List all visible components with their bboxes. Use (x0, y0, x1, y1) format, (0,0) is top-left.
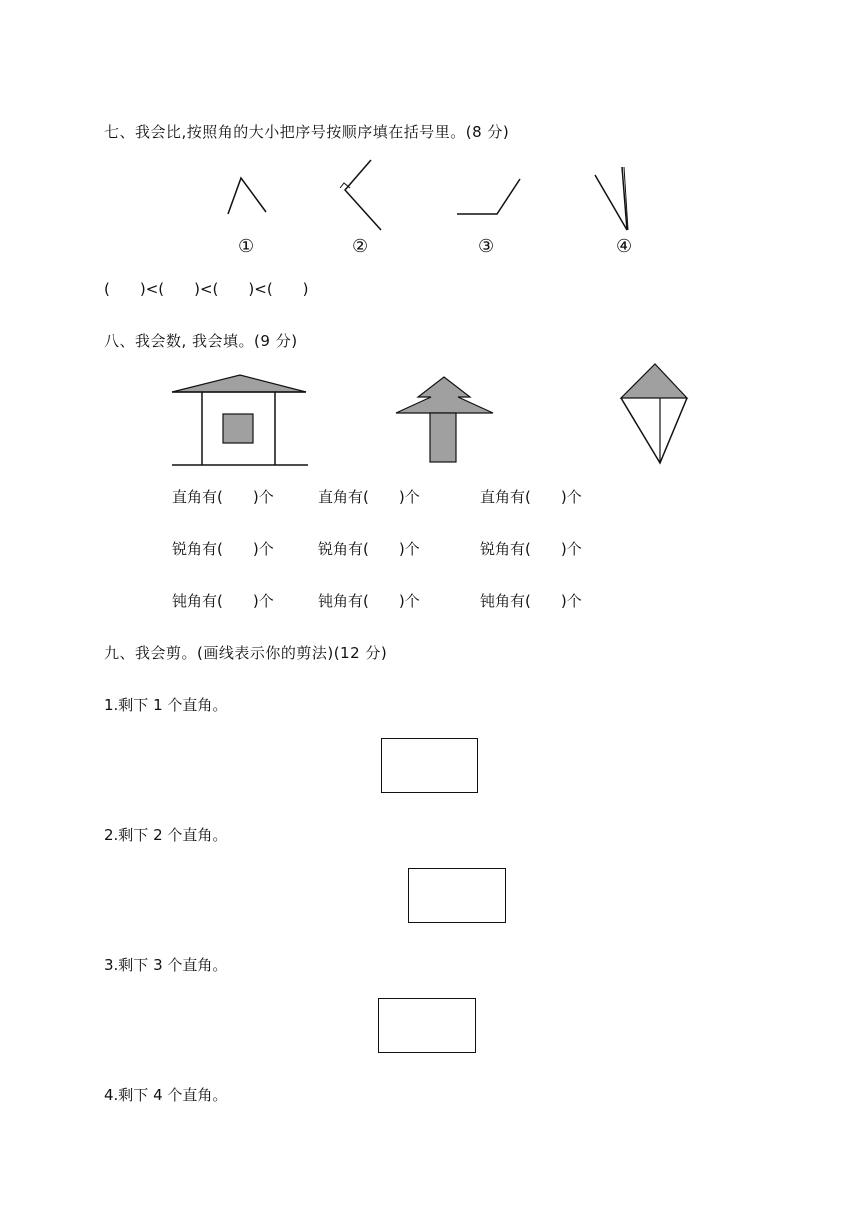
col2-right-angles[interactable]: 直角有( )个 (318, 488, 420, 506)
section8-heading: 八、我会数, 我会填。(9 分) (104, 332, 298, 350)
kite-figure (621, 364, 687, 463)
cut-item-4: 4.剩下 4 个直角。 (104, 1086, 228, 1104)
col1-acute-angles[interactable]: 锐角有( )个 (172, 540, 274, 558)
angle-label-1: ① (238, 236, 255, 257)
house-figure (172, 375, 308, 465)
section7-answer-line[interactable]: ( )<( )<( )<( ) (104, 280, 309, 298)
section9-heading: 九、我会剪。(画线表示你的剪法)(12 分) (104, 644, 388, 662)
col3-obtuse-angles[interactable]: 钝角有( )个 (480, 592, 582, 610)
tree-figure (396, 377, 493, 462)
cut-item-1: 1.剩下 1 个直角。 (104, 696, 228, 714)
cut-item-2: 2.剩下 2 个直角。 (104, 826, 228, 844)
count-figures (0, 0, 860, 480)
cut-rectangle-2[interactable] (408, 868, 506, 923)
angle-label-4: ④ (616, 236, 633, 257)
section7-heading: 七、我会比,按照角的大小把序号按顺序填在括号里。(8 分) (104, 123, 510, 141)
angle-label-2: ② (352, 236, 369, 257)
col3-right-angles[interactable]: 直角有( )个 (480, 488, 582, 506)
col1-obtuse-angles[interactable]: 钝角有( )个 (172, 592, 274, 610)
angle-label-3: ③ (478, 236, 495, 257)
cut-rectangle-1[interactable] (381, 738, 478, 793)
col1-right-angles[interactable]: 直角有( )个 (172, 488, 274, 506)
col2-acute-angles[interactable]: 锐角有( )个 (318, 540, 420, 558)
cut-rectangle-3[interactable] (378, 998, 476, 1053)
cut-item-3: 3.剩下 3 个直角。 (104, 956, 228, 974)
col3-acute-angles[interactable]: 锐角有( )个 (480, 540, 582, 558)
col2-obtuse-angles[interactable]: 钝角有( )个 (318, 592, 420, 610)
